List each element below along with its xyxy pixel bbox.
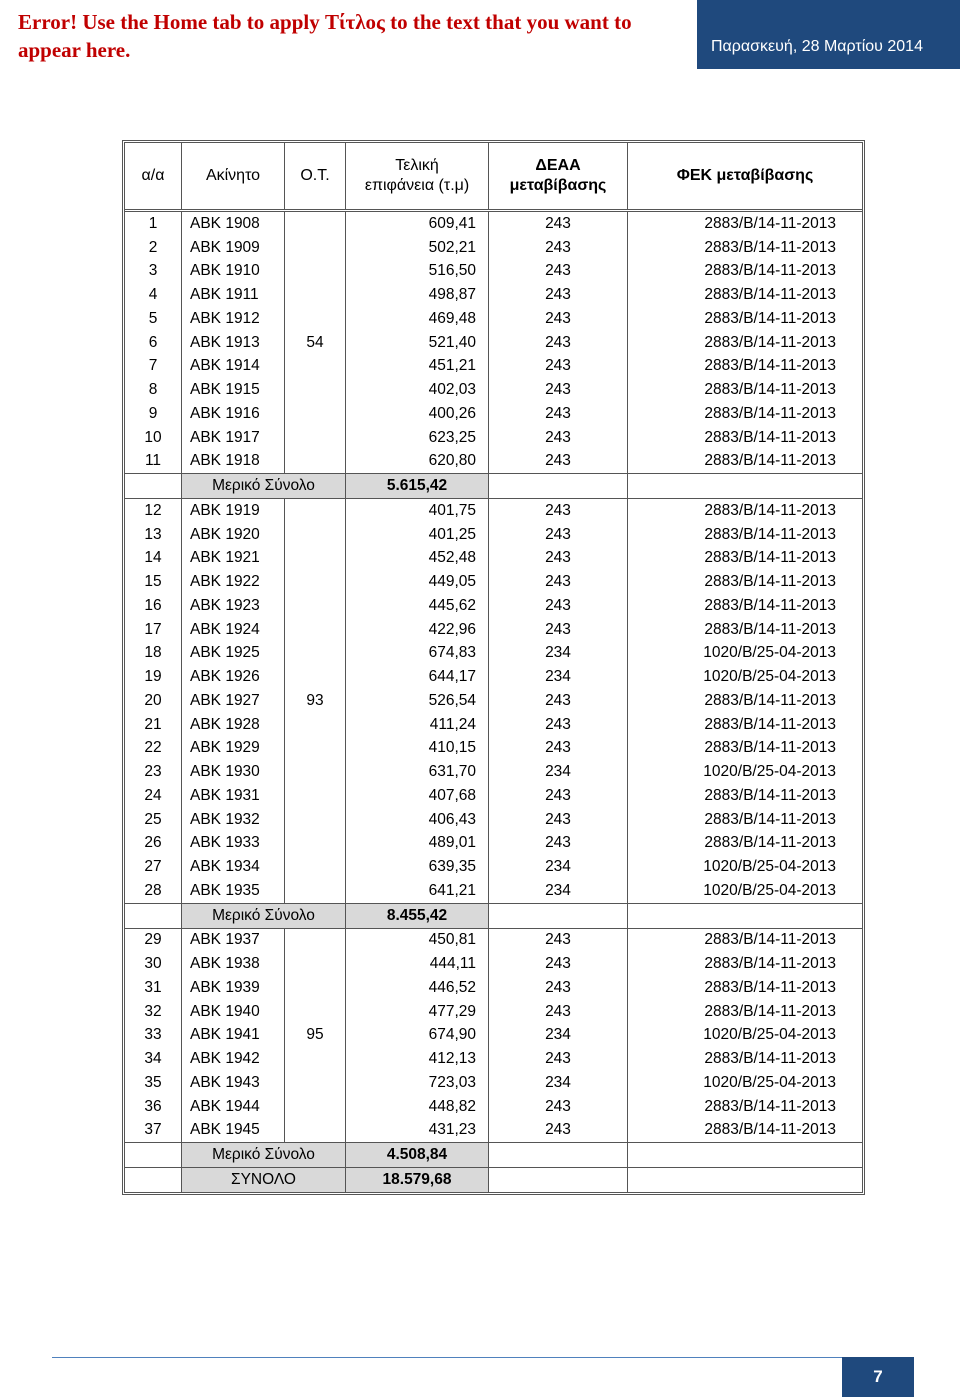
table-row [125,879,862,903]
row-area: 451,21 [346,355,489,379]
table-row [125,450,862,474]
row-property: ΑΒΚ 1939 [182,976,285,1000]
row-deaa: 234 [489,642,628,666]
row-deaa: 243 [489,1119,628,1143]
total-label: ΣΥΝΟΛΟ [182,1168,346,1192]
row-area: 674,90 [346,1024,489,1048]
header-date: Παρασκευή, 28 Μαρτίου 2014 [711,38,923,55]
row-deaa: 234 [489,879,628,903]
table-row [125,402,862,426]
header-bar [0,0,697,69]
row-deaa: 243 [489,713,628,737]
row-aa: 17 [144,620,162,638]
row-aa: 37 [144,1121,162,1139]
row-aa: 10 [144,428,162,446]
row-property: ΑΒΚ 1935 [182,879,285,903]
row-aa: 15 [144,573,162,591]
row-fek: 2883/Β/14-11-2013 [628,547,863,571]
row-fek: 2883/Β/14-11-2013 [628,1047,863,1071]
row-area: 450,81 [346,928,489,952]
row-aa: 4 [148,286,158,304]
row-aa: 9 [148,404,158,422]
row-property: ΑΒΚ 1928 [182,713,285,737]
table-row [125,808,862,832]
row-area: 469,48 [346,307,489,331]
row-aa: 11 [144,452,162,470]
subtotal-value: 4.508,84 [346,1143,489,1168]
row-property: ΑΒΚ 1943 [182,1071,285,1095]
subtotal-value: 5.615,42 [346,474,489,499]
subtotal-blank [628,1143,863,1168]
row-fek: 2883/Β/14-11-2013 [628,1095,863,1119]
row-deaa: 243 [489,260,628,284]
table-row [125,1047,862,1071]
row-property: ΑΒΚ 1926 [182,665,285,689]
row-aa: 1 [148,214,158,232]
table-row [125,713,862,737]
table-row [125,642,862,666]
row-aa: 35 [144,1073,162,1091]
row-property: ΑΒΚ 1940 [182,1000,285,1024]
table-row [125,1095,862,1119]
row-fek: 2883/Β/14-11-2013 [628,402,863,426]
row-area: 402,03 [346,378,489,402]
row-aa: 29 [144,931,162,949]
row-area: 400,26 [346,402,489,426]
table-row [125,665,862,689]
row-property: ΑΒΚ 1921 [182,547,285,571]
table-body [125,211,862,1192]
subtotal-label: Μερικό Σύνολο [182,903,346,928]
table-row [125,737,862,761]
row-fek: 2883/Β/14-11-2013 [628,523,863,547]
row-deaa: 243 [489,594,628,618]
row-property: ΑΒΚ 1944 [182,1095,285,1119]
row-area: 445,62 [346,594,489,618]
table-row [125,1119,862,1143]
row-property: ΑΒΚ 1933 [182,832,285,856]
property-table-frame [122,140,865,1195]
table-row [125,426,862,450]
row-fek: 2883/Β/14-11-2013 [628,976,863,1000]
row-deaa: 243 [489,523,628,547]
row-property: ΑΒΚ 1934 [182,855,285,879]
table-row [125,618,862,642]
row-fek: 2883/Β/14-11-2013 [628,211,863,236]
row-area: 448,82 [346,1095,489,1119]
row-deaa: 243 [489,618,628,642]
row-fek: 1020/Β/25-04-2013 [628,642,863,666]
row-fek: 2883/Β/14-11-2013 [628,832,863,856]
row-aa: 2 [148,238,158,256]
subtotal-blank [489,474,628,499]
subtotal-row [125,474,862,499]
col-header-area-line2: επιφάνεια (τ.μ) [364,177,470,194]
row-area: 449,05 [346,570,489,594]
row-fek: 2883/Β/14-11-2013 [628,355,863,379]
row-area: 620,80 [346,450,489,474]
row-aa: 16 [144,596,162,614]
row-area: 452,48 [346,547,489,571]
row-property: ΑΒΚ 1930 [182,760,285,784]
subtotal-label: Μερικό Σύνολο [182,1143,346,1168]
row-deaa: 234 [489,855,628,879]
row-property: ΑΒΚ 1919 [182,499,285,523]
table-row [125,855,862,879]
row-fek: 1020/Β/25-04-2013 [628,1024,863,1048]
row-property: ΑΒΚ 1922 [182,570,285,594]
table-row [125,523,862,547]
row-deaa: 243 [489,1095,628,1119]
row-area: 411,24 [346,713,489,737]
row-aa: 31 [144,978,162,996]
table-row [125,283,862,307]
row-area: 401,75 [346,499,489,523]
row-fek: 2883/Β/14-11-2013 [628,331,863,355]
row-fek: 2883/Β/14-11-2013 [628,689,863,713]
row-area: 406,43 [346,808,489,832]
page-number: 7 [842,1357,914,1397]
total-blank [628,1168,863,1192]
row-deaa: 243 [489,331,628,355]
row-aa: 6 [148,333,158,351]
row-property: ΑΒΚ 1912 [182,307,285,331]
footer-rule [52,1357,907,1358]
row-aa: 8 [148,381,158,399]
subtotal-blank [125,903,182,928]
table-row [125,689,862,713]
table-row [125,378,862,402]
row-property: ΑΒΚ 1911 [182,283,285,307]
row-area: 431,23 [346,1119,489,1143]
row-fek: 1020/Β/25-04-2013 [628,760,863,784]
row-fek: 2883/Β/14-11-2013 [628,378,863,402]
row-fek: 1020/Β/25-04-2013 [628,665,863,689]
row-aa: 25 [144,810,162,828]
col-header-deaa-line2: μεταβίβασης [509,177,607,194]
subtotal-value: 8.455,42 [346,903,489,928]
table-row [125,547,862,571]
row-deaa: 234 [489,760,628,784]
table-row [125,952,862,976]
row-area: 521,40 [346,331,489,355]
row-fek: 2883/Β/14-11-2013 [628,784,863,808]
row-aa: 12 [144,501,162,519]
row-property: ΑΒΚ 1920 [182,523,285,547]
table-row [125,1024,862,1048]
row-area: 639,35 [346,855,489,879]
table-row [125,760,862,784]
row-deaa: 234 [489,1071,628,1095]
subtotal-blank [125,474,182,499]
row-fek: 2883/Β/14-11-2013 [628,1119,863,1143]
total-blank [489,1168,628,1192]
row-area: 489,01 [346,832,489,856]
row-aa: 23 [144,763,162,781]
table-row [125,976,862,1000]
row-area: 502,21 [346,236,489,260]
row-aa: 32 [144,1002,162,1020]
row-fek: 2883/Β/14-11-2013 [628,952,863,976]
row-deaa: 243 [489,211,628,236]
row-fek: 2883/Β/14-11-2013 [628,283,863,307]
row-property: ΑΒΚ 1917 [182,426,285,450]
row-area: 644,17 [346,665,489,689]
subtotal-blank [628,903,863,928]
total-value: 18.579,68 [346,1168,489,1192]
total-row [125,1168,862,1192]
subtotal-row [125,903,862,928]
document-title: Error! Use the Home tab to apply Τίτλος to the text that you want to appear here. [18,10,632,62]
row-deaa: 243 [489,499,628,523]
table-row [125,331,862,355]
table-row [125,594,862,618]
col-header-area [346,143,489,211]
row-property: ΑΒΚ 1908 [182,211,285,236]
subtotal-blank [628,474,863,499]
row-aa: 22 [144,739,162,757]
row-deaa: 243 [489,689,628,713]
table-row [125,832,862,856]
property-table [125,143,862,1192]
row-area: 641,21 [346,879,489,903]
row-ot: 54 [285,211,346,474]
row-aa: 21 [144,715,162,733]
row-fek: 2883/Β/14-11-2013 [628,450,863,474]
subtotal-blank [489,1143,628,1168]
row-fek: 2883/Β/14-11-2013 [628,928,863,952]
row-fek: 2883/Β/14-11-2013 [628,1000,863,1024]
subtotal-blank [489,903,628,928]
col-header-area-line1: Τελική [395,157,439,174]
row-aa: 19 [144,668,162,686]
col-header-deaa-line1: ΔΕΑΑ [535,157,581,174]
row-fek: 2883/Β/14-11-2013 [628,426,863,450]
total-blank [125,1168,182,1192]
row-property: ΑΒΚ 1937 [182,928,285,952]
row-deaa: 234 [489,665,628,689]
row-deaa: 243 [489,952,628,976]
row-aa: 36 [144,1097,162,1115]
row-deaa: 243 [489,832,628,856]
row-area: 526,54 [346,689,489,713]
row-fek: 2883/Β/14-11-2013 [628,260,863,284]
row-area: 631,70 [346,760,489,784]
row-aa: 13 [144,525,162,543]
row-fek: 2883/Β/14-11-2013 [628,594,863,618]
row-aa: 18 [144,644,162,662]
row-deaa: 243 [489,378,628,402]
row-fek: 2883/Β/14-11-2013 [628,499,863,523]
subtotal-blank [125,1143,182,1168]
row-deaa: 243 [489,355,628,379]
row-deaa: 243 [489,737,628,761]
row-ot: 93 [285,499,346,904]
col-header-aa: α/α [125,143,182,211]
row-property: ΑΒΚ 1931 [182,784,285,808]
subtotal-label: Μερικό Σύνολο [182,474,346,499]
row-area: 401,25 [346,523,489,547]
row-area: 422,96 [346,618,489,642]
row-property: ΑΒΚ 1924 [182,618,285,642]
row-property: ΑΒΚ 1942 [182,1047,285,1071]
row-aa: 5 [148,309,158,327]
row-property: ΑΒΚ 1945 [182,1119,285,1143]
row-property: ΑΒΚ 1932 [182,808,285,832]
row-area: 623,25 [346,426,489,450]
row-area: 446,52 [346,976,489,1000]
row-area: 674,83 [346,642,489,666]
subtotal-row [125,1143,862,1168]
row-aa: 7 [148,357,158,375]
row-fek: 2883/Β/14-11-2013 [628,713,863,737]
table-row [125,307,862,331]
row-aa: 20 [144,691,162,709]
table-header-row [125,143,862,211]
row-deaa: 243 [489,450,628,474]
row-fek: 2883/Β/14-11-2013 [628,570,863,594]
row-aa: 24 [144,786,162,804]
row-property: ΑΒΚ 1941 [182,1024,285,1048]
row-area: 407,68 [346,784,489,808]
row-aa: 3 [148,262,158,280]
row-property: ΑΒΚ 1909 [182,236,285,260]
row-deaa: 243 [489,784,628,808]
table-row [125,355,862,379]
row-area: 498,87 [346,283,489,307]
row-property: ΑΒΚ 1923 [182,594,285,618]
row-deaa: 243 [489,570,628,594]
row-ot: 95 [285,928,346,1143]
row-property: ΑΒΚ 1915 [182,378,285,402]
row-deaa: 243 [489,928,628,952]
row-fek: 2883/Β/14-11-2013 [628,307,863,331]
row-aa: 14 [144,549,162,567]
row-deaa: 243 [489,402,628,426]
header-date-panel [697,0,960,69]
row-deaa: 243 [489,236,628,260]
row-area: 477,29 [346,1000,489,1024]
col-header-ot: Ο.Τ. [285,143,346,211]
table-row [125,1000,862,1024]
row-fek: 2883/Β/14-11-2013 [628,236,863,260]
table-row [125,260,862,284]
row-property: ΑΒΚ 1910 [182,260,285,284]
col-header-fek: ΦΕΚ μεταβίβασης [628,143,863,211]
row-aa: 30 [144,955,162,973]
row-fek: 2883/Β/14-11-2013 [628,808,863,832]
row-area: 444,11 [346,952,489,976]
row-deaa: 243 [489,426,628,450]
row-property: ΑΒΚ 1927 [182,689,285,713]
row-area: 723,03 [346,1071,489,1095]
table-row [125,236,862,260]
row-deaa: 243 [489,1047,628,1071]
table-row [125,211,862,236]
row-property: ΑΒΚ 1913 [182,331,285,355]
row-deaa: 243 [489,547,628,571]
table-row [125,1071,862,1095]
col-header-deaa [489,143,628,211]
row-aa: 33 [144,1026,162,1044]
row-fek: 1020/Β/25-04-2013 [628,1071,863,1095]
row-deaa: 243 [489,1000,628,1024]
row-property: ΑΒΚ 1925 [182,642,285,666]
row-property: ΑΒΚ 1916 [182,402,285,426]
table-row [125,499,862,523]
row-fek: 1020/Β/25-04-2013 [628,855,863,879]
row-deaa: 243 [489,808,628,832]
row-aa: 28 [144,881,162,899]
row-fek: 2883/Β/14-11-2013 [628,618,863,642]
table-row [125,928,862,952]
col-header-property: Ακίνητο [182,143,285,211]
table-row [125,784,862,808]
row-area: 516,50 [346,260,489,284]
row-property: ΑΒΚ 1918 [182,450,285,474]
row-property: ΑΒΚ 1914 [182,355,285,379]
row-aa: 34 [144,1050,162,1068]
row-deaa: 243 [489,976,628,1000]
row-deaa: 234 [489,1024,628,1048]
row-fek: 2883/Β/14-11-2013 [628,737,863,761]
row-area: 410,15 [346,737,489,761]
row-deaa: 243 [489,283,628,307]
row-area: 609,41 [346,211,489,236]
row-area: 412,13 [346,1047,489,1071]
table-row [125,570,862,594]
row-fek: 1020/Β/25-04-2013 [628,879,863,903]
row-aa: 26 [144,834,162,852]
row-aa: 27 [144,858,162,876]
row-deaa: 243 [489,307,628,331]
row-property: ΑΒΚ 1929 [182,737,285,761]
row-property: ΑΒΚ 1938 [182,952,285,976]
